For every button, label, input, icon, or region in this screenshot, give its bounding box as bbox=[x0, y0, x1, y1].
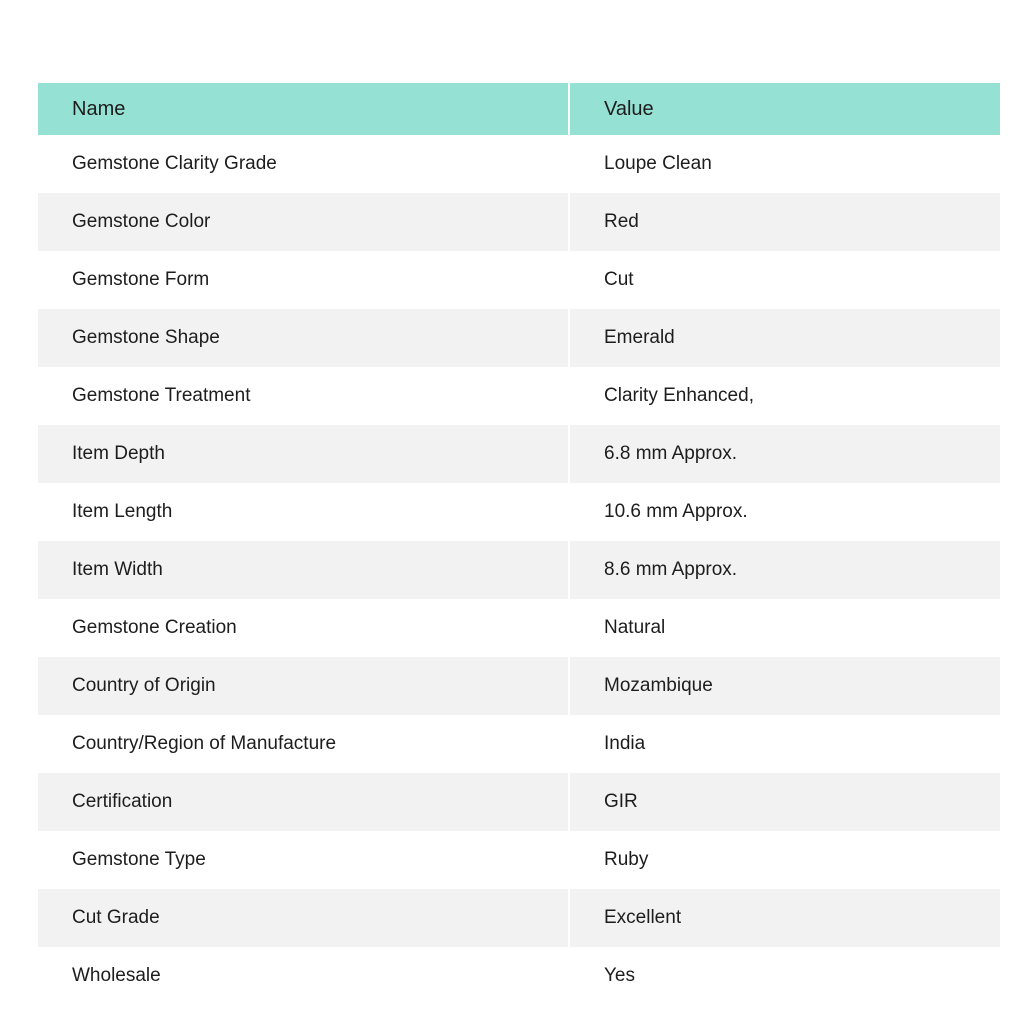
table-row bbox=[38, 831, 1000, 889]
table-row bbox=[38, 483, 1000, 541]
spec-value-cell: 8.6 mm Approx. bbox=[569, 541, 1000, 599]
spec-name-cell: Gemstone Clarity Grade bbox=[38, 135, 569, 193]
table-row bbox=[38, 773, 1000, 831]
spec-name-cell: Certification bbox=[38, 773, 569, 831]
spec-name-cell: Gemstone Creation bbox=[38, 599, 569, 657]
spec-name-cell: Country of Origin bbox=[38, 657, 569, 715]
item-specifics-table bbox=[38, 83, 1000, 1005]
spec-value-cell: Excellent bbox=[569, 889, 1000, 947]
spec-value-cell: Cut bbox=[569, 251, 1000, 309]
table-row bbox=[38, 599, 1000, 657]
table-row bbox=[38, 193, 1000, 251]
spec-name-cell: Item Length bbox=[38, 483, 569, 541]
spec-value-cell: Loupe Clean bbox=[569, 135, 1000, 193]
table-row bbox=[38, 251, 1000, 309]
spec-name-cell: Cut Grade bbox=[38, 889, 569, 947]
table-row bbox=[38, 367, 1000, 425]
spec-value-cell: Yes bbox=[569, 947, 1000, 1005]
table-row bbox=[38, 309, 1000, 367]
table-row bbox=[38, 425, 1000, 483]
table-row bbox=[38, 541, 1000, 599]
spec-name-cell: Gemstone Form bbox=[38, 251, 569, 309]
table-row bbox=[38, 135, 1000, 193]
spec-value-cell: GIR bbox=[569, 773, 1000, 831]
spec-value-cell: India bbox=[569, 715, 1000, 773]
spec-value-cell: Mozambique bbox=[569, 657, 1000, 715]
spec-name-cell: Item Width bbox=[38, 541, 569, 599]
spec-value-cell: Emerald bbox=[569, 309, 1000, 367]
table-header-row bbox=[38, 83, 1000, 135]
spec-name-cell: Wholesale bbox=[38, 947, 569, 1005]
table-row bbox=[38, 657, 1000, 715]
table-row bbox=[38, 715, 1000, 773]
spec-name-cell: Gemstone Treatment bbox=[38, 367, 569, 425]
header-name: Name bbox=[38, 83, 569, 135]
spec-value-cell: 6.8 mm Approx. bbox=[569, 425, 1000, 483]
spec-value-cell: 10.6 mm Approx. bbox=[569, 483, 1000, 541]
spec-name-cell: Gemstone Color bbox=[38, 193, 569, 251]
spec-name-cell: Gemstone Shape bbox=[38, 309, 569, 367]
table-row bbox=[38, 947, 1000, 1005]
spec-name-cell: Country/Region of Manufacture bbox=[38, 715, 569, 773]
spec-value-cell: Ruby bbox=[569, 831, 1000, 889]
spec-value-cell: Natural bbox=[569, 599, 1000, 657]
spec-name-cell: Gemstone Type bbox=[38, 831, 569, 889]
spec-value-cell: Red bbox=[569, 193, 1000, 251]
spec-value-cell: Clarity Enhanced, bbox=[569, 367, 1000, 425]
header-value: Value bbox=[569, 83, 1000, 135]
table-row bbox=[38, 889, 1000, 947]
spec-name-cell: Item Depth bbox=[38, 425, 569, 483]
